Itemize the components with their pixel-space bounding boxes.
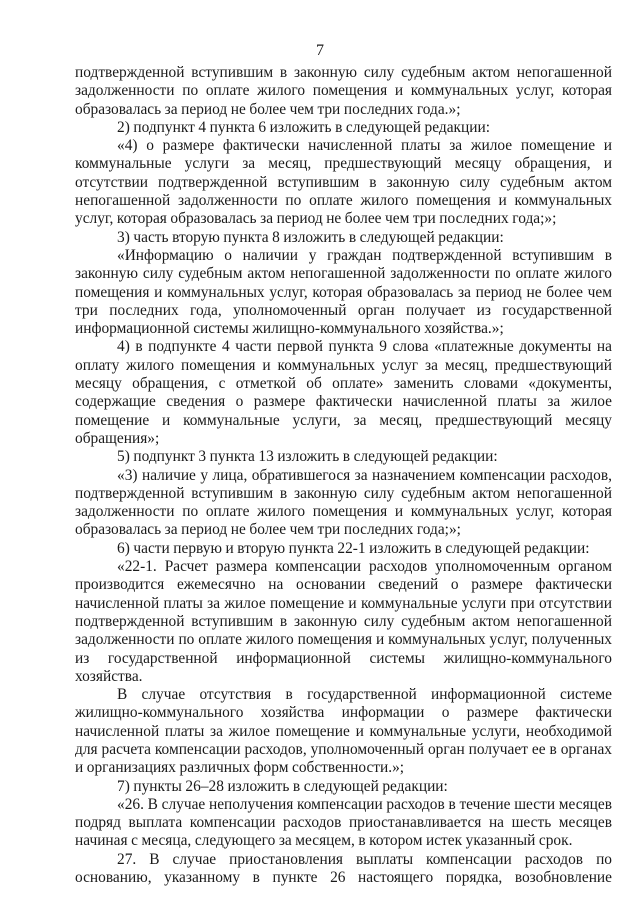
paragraph-quote-22-1: «22-1. Расчет размера компенсации расходов уполномоченным органом производится ежемесячно на основании сведений о размере фактически начисленной платы за жилое помещение и коммунальные услуги при отсутствии подтвержденной вступившим в законную силу судебным актом непогашенной задолженности по оплате жилого помещения и коммунальных услуг, полученных из государственной информационной системы жилищно-коммунального хозяйства. xyxy=(75,558,612,685)
paragraph-quote-subitem-3: «3) наличие у лица, обратившегося за назначением компенсации расходов, подтвержденной вступившим в законную силу судебным актом непогашенной задолженности по оплате жилого помещения и коммунальных услуг, которая образовалась за период не более чем три последних года;»; xyxy=(75,466,612,539)
paragraph-amendment-4: 4) в подпункте 4 части первой пункта 9 слова «платежные документы на оплату жилого помещения и коммунальных услуг за месяц, предшествующий месяцу обращения, с отметкой об оплате» заменить словами «документы, содержащие сведения о размере фактически начисленной платы за жилое помещение и коммунальные услуги, за месяц, предшествующий месяцу обращения»; xyxy=(75,338,612,447)
paragraph-quote-subitem-4: «4) о размере фактически начисленной платы за жилое помещение и коммунальные услуги за месяц, предшествующий месяцу обращения, и отсутствии подтвержденной вступившим в законную силу судебным актом непогашенной задолженности по оплате жилого помещения и коммунальных услуг, которая образовалась за период не более чем три последних года;»; xyxy=(75,137,612,228)
document-body xyxy=(75,64,612,887)
paragraph-quote-absence: В случае отсутствия в государственной информационной системе жилищно-коммунального хозяйства информации о размере фактически начисленной платы за жилое помещение и коммунальные услуги, необходимой для расчета компенсации расходов, уполномоченный орган получает ее в органах и организациях различных форм собственности.»; xyxy=(75,686,612,777)
paragraph-amendment-7: 7) пункты 26–28 изложить в следующей редакции: xyxy=(117,777,448,795)
page-number: 7 xyxy=(316,42,324,59)
paragraph-amendment-2: 2) подпункт 4 пункта 6 изложить в следующей редакции: xyxy=(117,118,490,136)
paragraph-quote-information: «Информацию о наличии у граждан подтвержденной вступившим в законную силу судебным актом непогашенной задолженности по оплате жилого помещения и коммунальных услуг, которая образовалась за период не более чем три последних года, уполномоченный орган получает из государственной информационной системы жилищно-коммунального хозяйства.»; xyxy=(75,246,612,338)
paragraph-quote-26: «26. В случае неполучения компенсации расходов в течение шести месяцев подряд выплата компенсации расходов приостанавливается на шесть месяцев начиная с месяца, следующего за месяцем, в котором истек указанный срок. xyxy=(75,795,612,850)
paragraph-amendment-3: 3) часть вторую пункта 8 изложить в следующей редакции: xyxy=(117,228,504,246)
paragraph-amendment-5: 5) подпункт 3 пункта 13 изложить в следующей редакции: xyxy=(117,448,498,466)
paragraph-continuation: подтвержденной вступившим в законную силу судебным актом непогашенной задолженности по оплате жилого помещения и коммунальных услуг, которая образовалась за период не более чем три последних года.»; xyxy=(75,64,612,118)
paragraph-quote-27: 27. В случае приостановления выплаты компенсации расходов по основанию, указанному в пункте 26 настоящего порядка, возобновление xyxy=(75,850,612,887)
paragraph-amendment-6: 6) части первую и вторую пункта 22-1 изложить в следующей редакции: xyxy=(117,539,590,557)
